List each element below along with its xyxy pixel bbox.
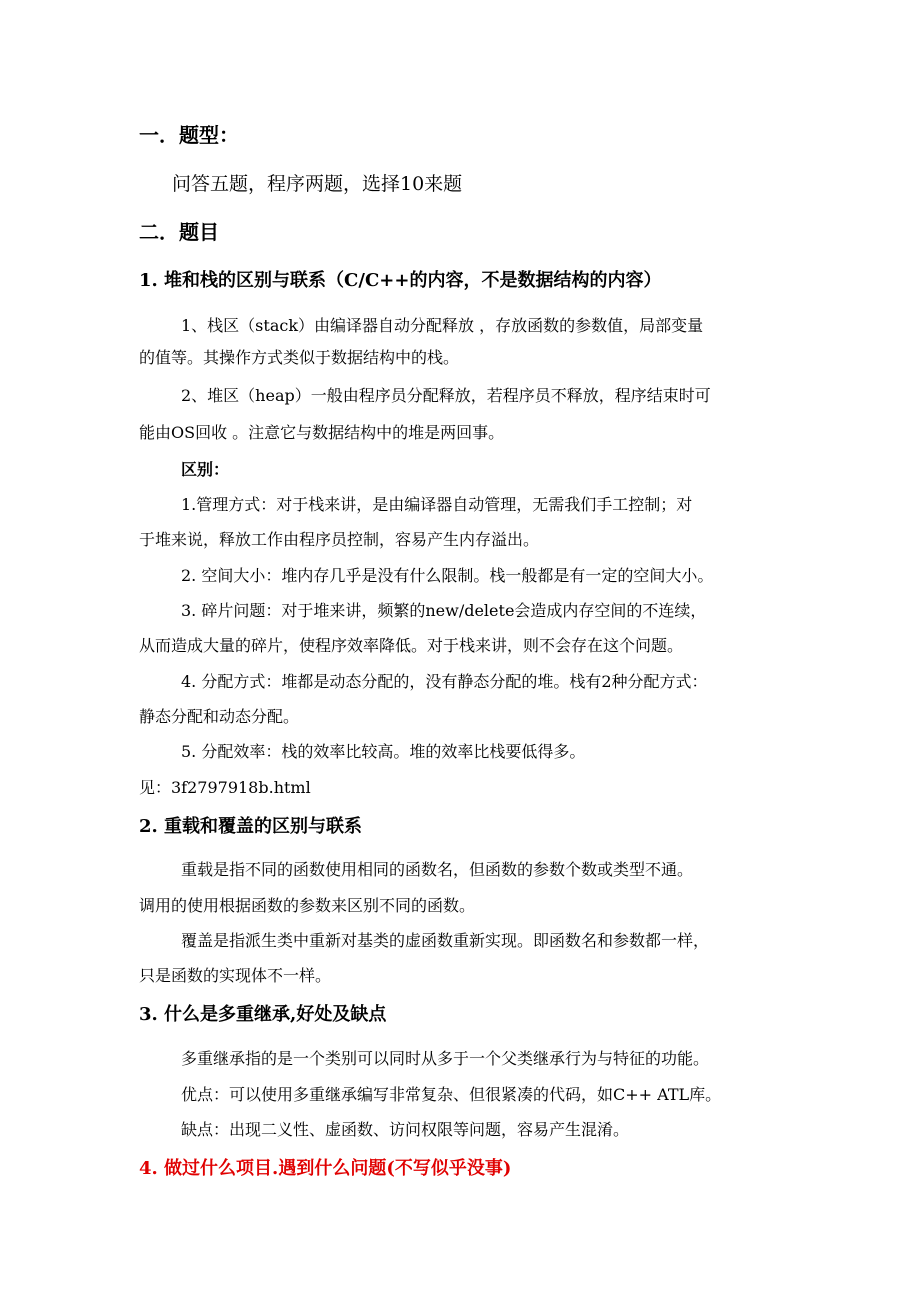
q1-paragraph-2-line-1: 2、堆区（heap）一般由程序员分配释放，若程序员不释放，程序结束时可	[181, 386, 711, 405]
q1-difference-1-line-1: 1.管理方式：对于栈来讲，是由编译器自动管理，无需我们手工控制；对	[181, 495, 693, 514]
q1-difference-3-line-2: 从而造成大量的碎片，使程序效率降低。对于栈来讲，则不会存在这个问题。	[139, 636, 684, 655]
q3-definition: 多重继承指的是一个类别可以同时从多于一个父类继承行为与特征的功能。	[181, 1049, 710, 1068]
q3-advantages: 优点：可以使用多重继承编写非常复杂、但很紧凑的代码，如C++ ATL库。	[181, 1085, 722, 1104]
q1-reference-link: 见：3f2797918b.html	[139, 778, 311, 797]
q2-paragraph-1-line-1: 重载是指不同的函数使用相同的函数名，但函数的参数个数或类型不通。	[181, 860, 694, 879]
q2-paragraph-2-line-1: 覆盖是指派生类中重新对基类的虚函数重新实现。即函数名和参数都一样，	[181, 931, 710, 950]
section-type-heading: 一．题型：	[139, 123, 239, 147]
q1-paragraph-1-line-1: 1、栈区（stack）由编译器自动分配释放 ，存放函数的参数值，局部变量	[181, 316, 704, 335]
section-topics-heading: 二．题目	[139, 220, 219, 244]
question-3-title: 3. 什么是多重继承,好处及缺点	[139, 1004, 387, 1025]
q1-difference-1-line-2: 于堆来说，释放工作由程序员控制，容易产生内存溢出。	[139, 530, 540, 549]
q1-difference-4-line-2: 静态分配和动态分配。	[139, 707, 300, 726]
q1-difference-3-line-1: 3. 碎片问题：对于堆来讲，频繁的new/delete会造成内存空间的不连续，	[181, 601, 707, 620]
q2-paragraph-2-line-2: 只是函数的实现体不一样。	[139, 966, 332, 985]
q1-difference-2: 2. 空间大小：堆内存几乎是没有什么限制。栈一般都是有一定的空间大小。	[181, 566, 714, 585]
q1-difference-5: 5. 分配效率：栈的效率比较高。堆的效率比栈要低得多。	[181, 742, 586, 761]
question-1-title: 1. 堆和栈的区别与联系（C/C++的内容，不是数据结构的内容）	[139, 270, 662, 291]
q1-difference-4-line-1: 4. 分配方式：堆都是动态分配的，没有静态分配的堆。栈有2种分配方式：	[181, 672, 708, 691]
q1-paragraph-1-line-2: 的值等。其操作方式类似于数据结构中的栈。	[139, 348, 460, 367]
question-2-title: 2. 重载和覆盖的区别与联系	[139, 816, 363, 837]
q2-paragraph-1-line-2: 调用的使用根据函数的参数来区别不同的函数。	[139, 896, 476, 915]
section-type-description: 问答五题，程序两题，选择10来题	[172, 173, 463, 195]
q1-difference-label: 区别：	[181, 460, 230, 479]
q3-disadvantages: 缺点：出现二义性、虚函数、访问权限等问题，容易产生混淆。	[181, 1120, 630, 1139]
question-4-title: 4. 做过什么项目.遇到什么问题(不写似乎没事)	[139, 1158, 512, 1179]
q1-paragraph-2-line-2: 能由OS回收 。注意它与数据结构中的堆是两回事。	[139, 423, 505, 442]
